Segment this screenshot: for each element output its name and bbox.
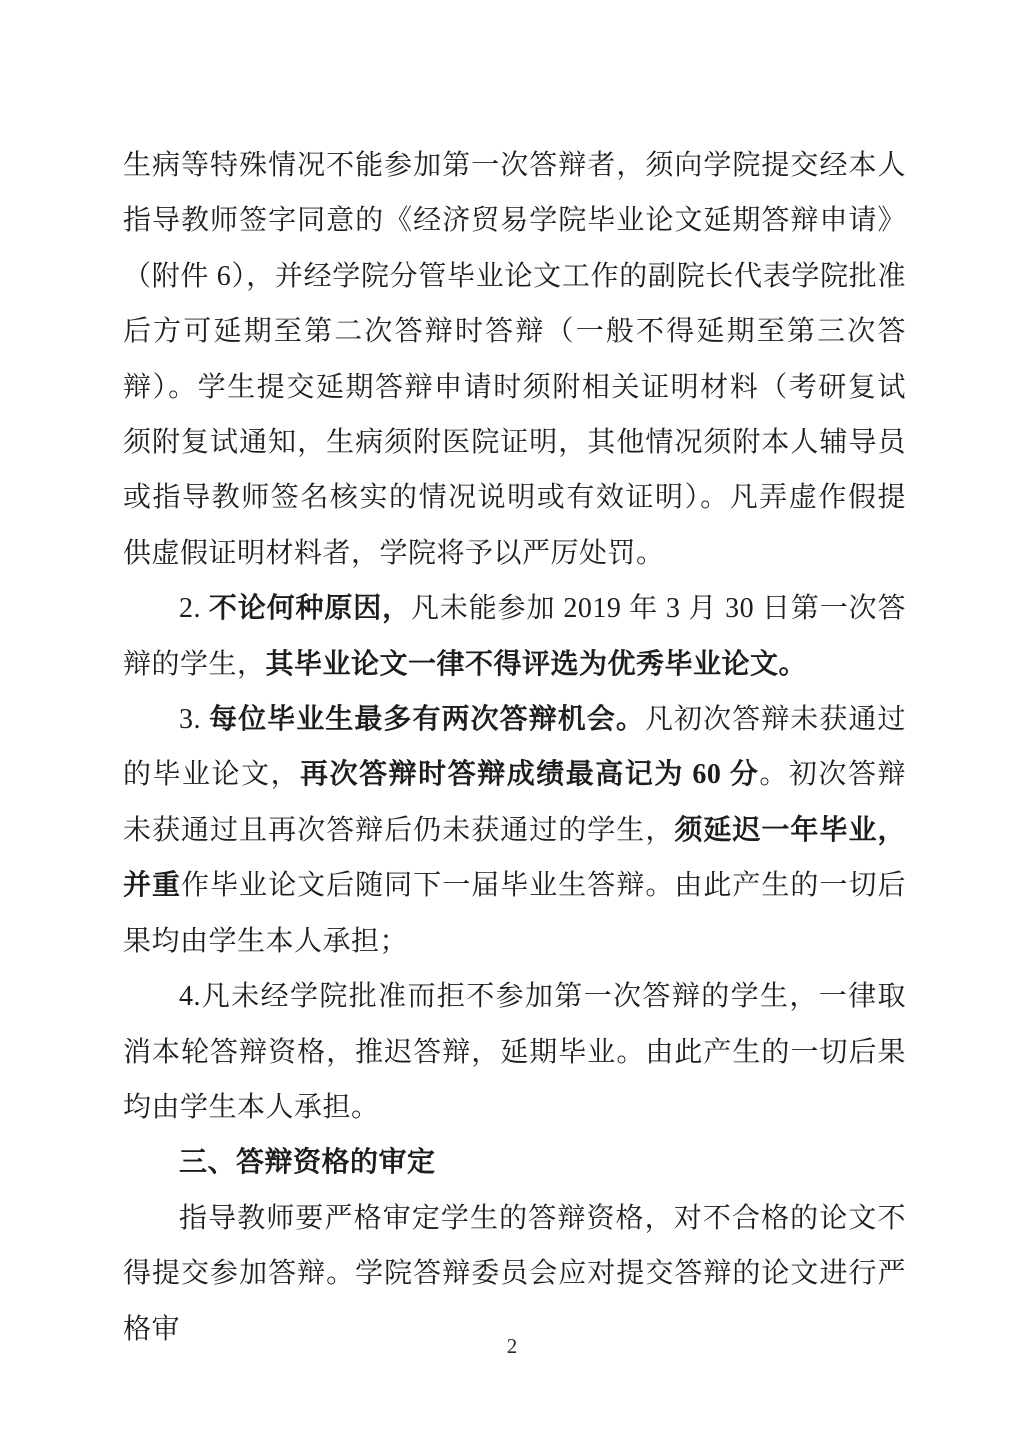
- text-run: 指导教师要严格审定学生的答辩资格，对不合格的论文不得提交参加答辩。学院答辩委员会应对提交答辩的论文进行严格审: [123, 1202, 906, 1345]
- bold-text-run: 每位毕业生最多有两次答辩机会。: [209, 704, 645, 736]
- heading-section-3: [123, 1135, 906, 1190]
- text-run: 4.凡未经学院批准而拒不参加第一次答辩的学生，一律取消本轮答辩资格，推迟答辩，延期毕业。由此产生的一切后果均由学生本人承担。: [123, 981, 906, 1123]
- page-number: 2: [506, 1334, 518, 1358]
- text-run: 生病等特殊情况不能参加第一次答辩者，须向学院提交经本人指导教师签字同意的《经济贸易学院毕业论文延期答辩申请》（附件 6），并经学院分管毕业论文工作的副院长代表学院批准后方可延期至第二次答辩时答辩（一般不得延期至第三次答辩）。学生提交延期答辩申请时须附相关证明材料（考研复试须附复试通知，生病须附医院证明，其他情况须附本人辅导员或指导教师签名核实的情况说明或有效证明）。凡弄虚作假提供虚假证明材料者，学院将予以严厉处罚。: [123, 150, 906, 569]
- text-run: 作毕业论文后随同下一届毕业生答辩。由此产生的一切后果均由学生本人承担；: [123, 870, 906, 957]
- text-run: 3.: [179, 704, 210, 736]
- para-item-4: [123, 969, 906, 1135]
- para-item-3: [123, 692, 906, 969]
- document-body: [123, 138, 906, 1357]
- bold-text-run: 其毕业论文一律不得评选为优秀毕业论文。: [265, 648, 808, 680]
- para-continuation-deferral: [123, 138, 906, 581]
- text-run: 。初次答辩未获通过且再次答辩后仍未获通过的学生，: [123, 759, 906, 846]
- text-run: 2.: [179, 593, 209, 625]
- text-run: 凡初次答辩未获通过的毕业论文，: [123, 704, 906, 791]
- bold-text-run: 不论何种原因，: [208, 593, 412, 625]
- bold-text-run: 再次答辩时答辩成绩最高记为 60 分: [300, 759, 760, 791]
- bold-text-run: 三、答辩资格的审定: [179, 1147, 436, 1179]
- para-section-3-body: [123, 1191, 906, 1357]
- para-item-2: [123, 581, 906, 692]
- bold-text-run: 须延迟一年毕业，并重: [123, 814, 906, 902]
- text-run: 凡未能参加 2019 年 3 月 30 日第一次答辩的学生，: [123, 593, 906, 680]
